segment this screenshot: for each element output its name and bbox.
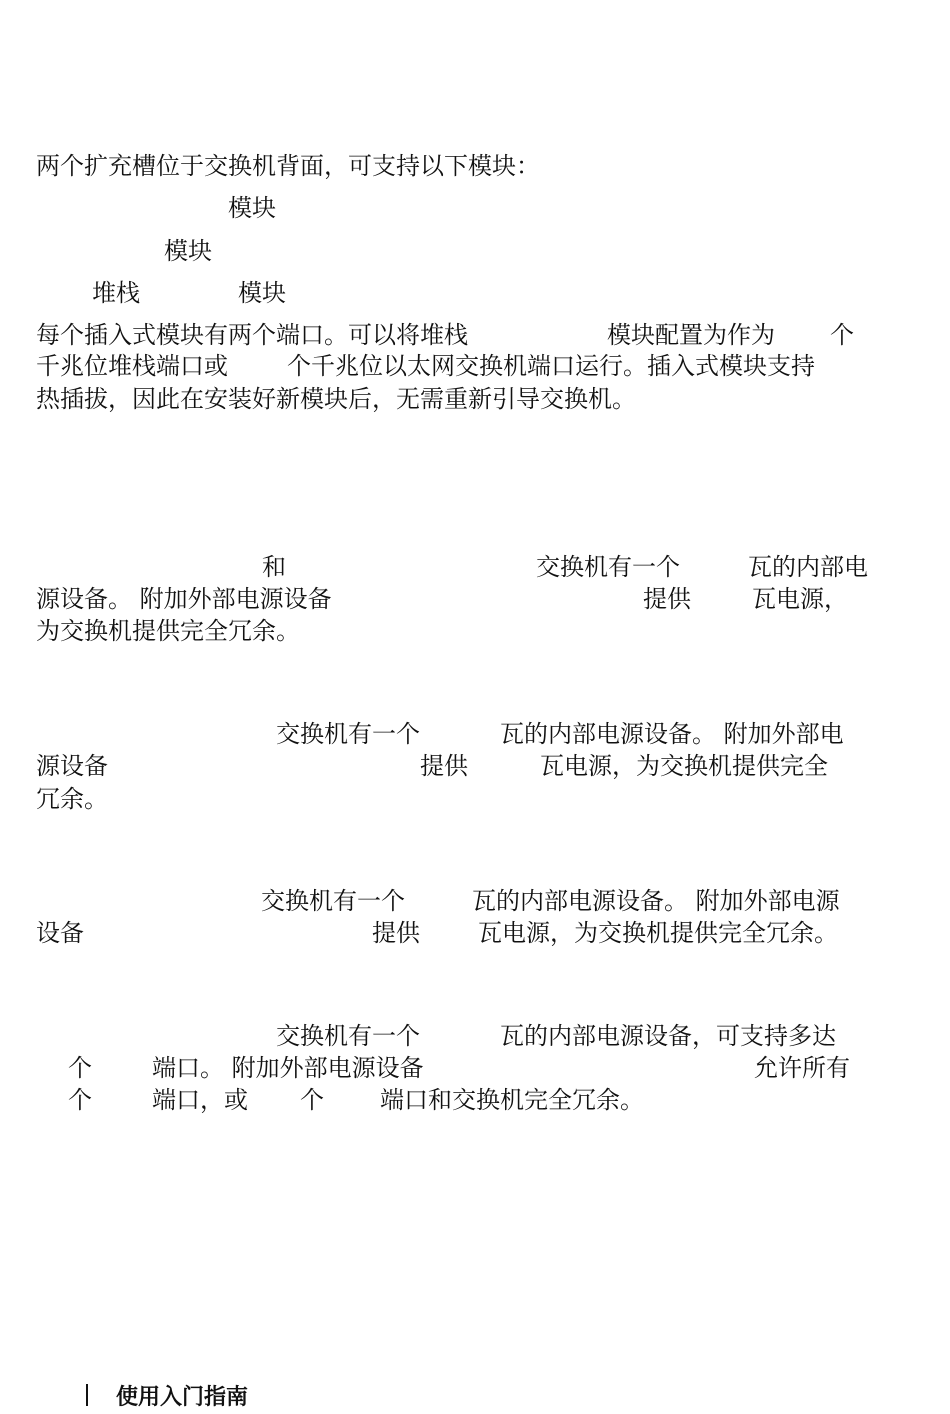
module-item-2: 模块 (164, 237, 212, 265)
p2-line1-b: 模块配置为作为 (607, 321, 775, 349)
p3-line2-c: 瓦电源， (752, 585, 848, 613)
p6-line2-c: 允许所有 (754, 1054, 850, 1082)
module-item-3-stack: 堆栈 (92, 279, 140, 307)
p3-line1-c: 瓦的内部电 (748, 553, 868, 581)
p4-line3: 冗余。 (36, 785, 108, 813)
p6-line3-c: 个 (300, 1086, 324, 1114)
p4-line1-b: 瓦的内部电源设备。 附加外部电 (500, 720, 844, 748)
module-item-1: 模块 (228, 194, 276, 222)
p6-line3-a: 个 (68, 1086, 92, 1114)
p5-line2-b: 提供 (372, 919, 420, 947)
p3-line2-a: 源设备。 附加外部电源设备 (36, 585, 332, 613)
module-item-3-module: 模块 (238, 279, 286, 307)
p4-line1-a: 交换机有一个 (276, 720, 420, 748)
p4-line2-a: 源设备 (36, 752, 108, 780)
p3-line1-a: 和 (262, 553, 286, 581)
intro-line: 两个扩充槽位于交换机背面，可支持以下模块： (36, 152, 540, 180)
p5-line2-a: 设备 (36, 919, 84, 947)
footer-label: 使用入门指南 (116, 1384, 249, 1410)
p5-line1-b: 瓦的内部电源设备。 附加外部电源 (472, 887, 840, 915)
p6-line1-b: 瓦的内部电源设备，可支持多达 (500, 1022, 836, 1050)
p5-line2-c: 瓦电源，为交换机提供完全冗余。 (478, 919, 838, 947)
p2-line2-b: 个千兆位以太网交换机端口运行。插入式模块支持 (287, 352, 815, 380)
p6-line3-b: 端口，或 (152, 1086, 248, 1114)
p3-line2-b: 提供 (643, 585, 691, 613)
p6-line2-b: 端口。 附加外部电源设备 (152, 1054, 424, 1082)
p6-line1-a: 交换机有一个 (276, 1022, 420, 1050)
p4-line2-c: 瓦电源，为交换机提供完全 (540, 752, 828, 780)
p3-line3: 为交换机提供完全冗余。 (36, 617, 300, 645)
p6-line2-a: 个 (68, 1054, 92, 1082)
p2-line3: 热插拔，因此在安装好新模块后，无需重新引导交换机。 (36, 385, 636, 413)
p2-line1-c: 个 (830, 321, 854, 349)
p4-line2-b: 提供 (420, 752, 468, 780)
p6-line3-d: 端口和交换机完全冗余。 (380, 1086, 644, 1114)
footer-divider (86, 1384, 88, 1406)
page-footer (86, 1380, 248, 1410)
p5-line1-a: 交换机有一个 (261, 887, 405, 915)
p2-line2-a: 千兆位堆栈端口或 (36, 352, 228, 380)
p3-line1-b: 交换机有一个 (536, 553, 680, 581)
p2-line1-a: 每个插入式模块有两个端口。可以将堆栈 (36, 321, 468, 349)
